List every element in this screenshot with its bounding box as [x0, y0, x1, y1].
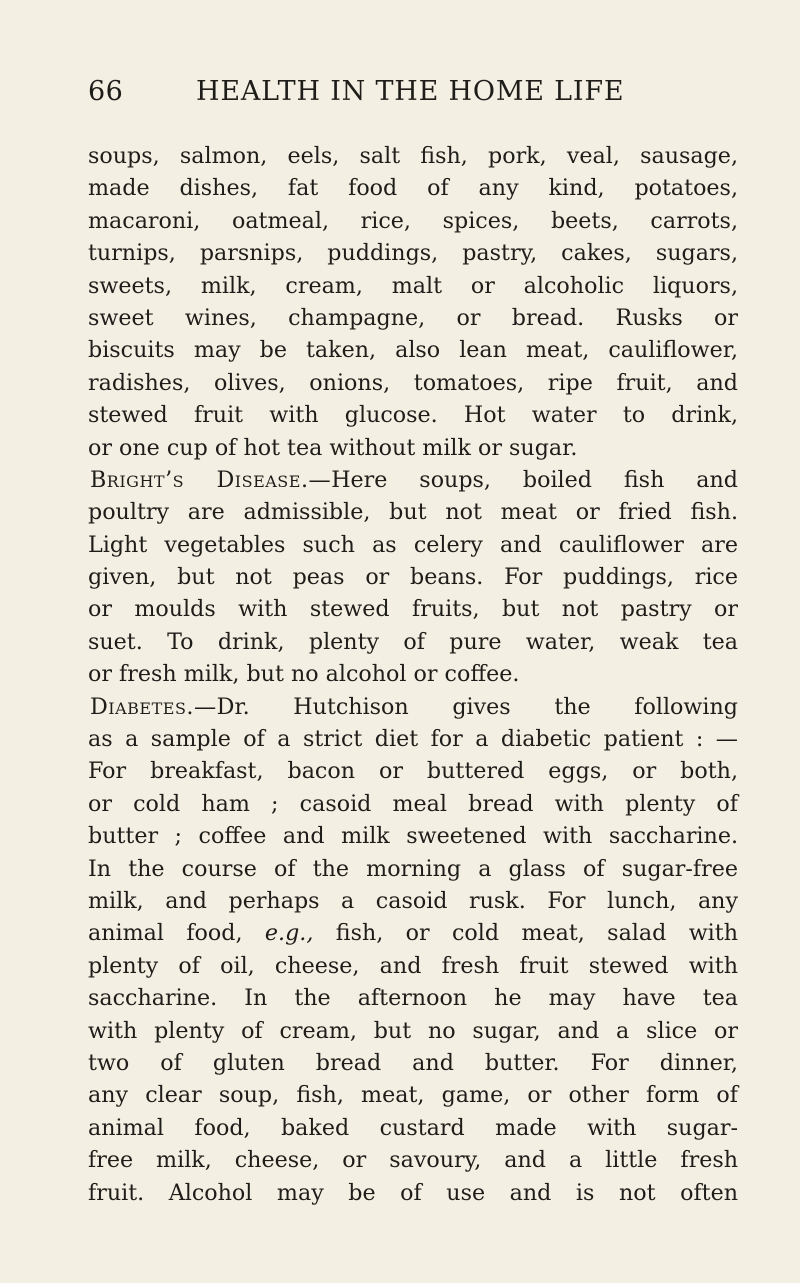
- section-line-diabetes: [88, 691, 738, 723]
- page-header: [88, 76, 710, 112]
- text-line: poultry are admissible, but not meat or fried fish.: [88, 499, 738, 526]
- text-line: soups, salmon, eels, salt fish, pork, veal, sausage,: [88, 143, 738, 169]
- section-heading-diabetes: Diabetes.—: [90, 693, 217, 720]
- text-line: or moulds with stewed fruits, but not pastry or: [88, 596, 738, 623]
- text-line: any clear soup, fish, meat, game, or other form of: [88, 1082, 738, 1109]
- page-number: 66: [88, 76, 124, 107]
- text-line: milk, and perhaps a casoid rusk. For lunch, any: [88, 887, 738, 914]
- text-line-with-italic: [88, 917, 738, 949]
- text-line: animal food, baked custard made with sugar-: [88, 1114, 738, 1141]
- body-text: [88, 140, 738, 1209]
- text-run: animal food,: [88, 920, 265, 947]
- text-line: macaroni, oatmeal, rice, spices, beets, carrots,: [88, 207, 738, 234]
- text-line: or fresh milk, but no alcohol or coffee.: [88, 661, 520, 688]
- text-line: suet. To drink, plenty of pure water, weak tea: [88, 628, 738, 655]
- text-run: Here soups, boiled fish and: [331, 466, 738, 493]
- text-line: radishes, olives, onions, tomatoes, ripe fruit, and: [88, 369, 738, 396]
- text-line: sweet wines, champagne, or bread. Rusks or: [88, 304, 738, 331]
- text-line: given, but not peas or beans. For puddings, rice: [88, 564, 738, 591]
- text-run: Dr. Hutchison gives the following: [216, 693, 738, 720]
- text-line: two of gluten bread and butter. For dinner,: [88, 1049, 738, 1076]
- text-line: sweets, milk, cream, malt or alcoholic liquors,: [88, 272, 738, 299]
- italic-abbreviation: e.g.,: [264, 920, 314, 947]
- text-line: plenty of oil, cheese, and fresh fruit stewed with: [88, 952, 738, 979]
- text-line: made dishes, fat food of any kind, potatoes,: [88, 175, 738, 202]
- text-line: biscuits may be taken, also lean meat, cauliflower,: [88, 337, 738, 364]
- text-line: with plenty of cream, but no sugar, and a slice or: [88, 1017, 738, 1044]
- text-line: turnips, parsnips, puddings, pastry, cakes, sugars,: [88, 240, 738, 267]
- text-line: Light vegetables such as celery and cauliflower are: [88, 531, 738, 558]
- text-line: For breakfast, bacon or buttered eggs, or both,: [88, 758, 738, 785]
- text-run: fish, or cold meat, salad with: [313, 920, 738, 947]
- text-line: or cold ham ; casoid meal bread with plenty of: [88, 790, 738, 817]
- text-line: fruit. Alcohol may be of use and is not often: [88, 1179, 738, 1206]
- text-line: or one cup of hot tea without milk or sugar.: [88, 434, 578, 461]
- text-line: free milk, cheese, or savoury, and a little fresh: [88, 1147, 738, 1174]
- section-line-brights-disease: [88, 464, 738, 496]
- text-line: stewed fruit with glucose. Hot water to drink,: [88, 402, 738, 429]
- text-line: butter ; coffee and milk sweetened with saccharine.: [88, 823, 738, 850]
- text-line: saccharine. In the afternoon he may have tea: [88, 985, 738, 1012]
- running-head: HEALTH IN THE HOME LIFE: [196, 76, 625, 107]
- text-line: as a sample of a strict diet for a diabetic patient : —: [88, 726, 738, 753]
- section-heading-brights-disease: Bright’s Disease.—: [90, 466, 332, 493]
- text-line: In the course of the morning a glass of sugar-free: [88, 855, 738, 882]
